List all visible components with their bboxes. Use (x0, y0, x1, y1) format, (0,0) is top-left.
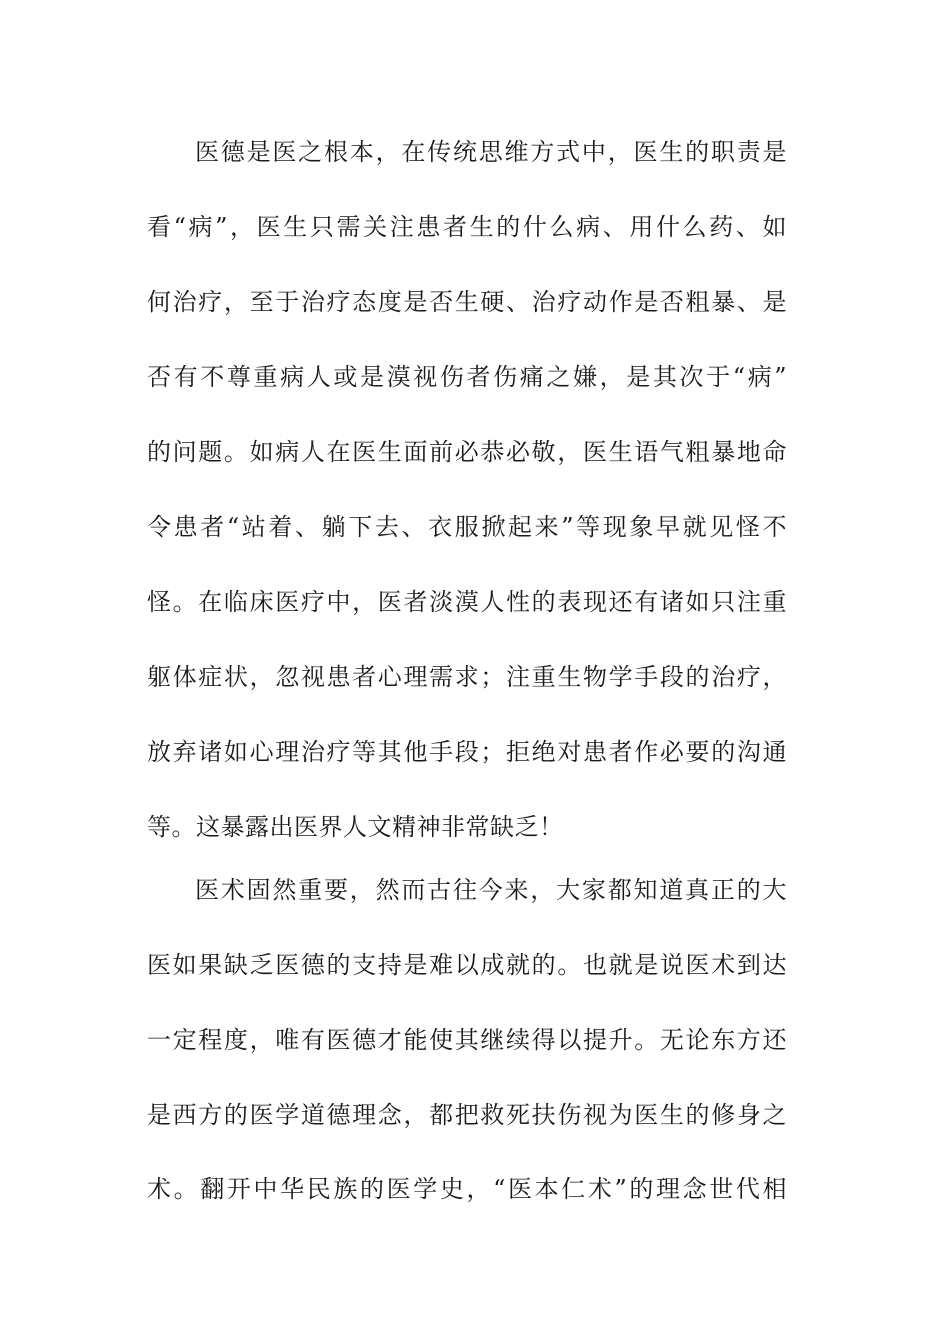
paragraph-1-line-10: 等。这暴露出医界人文精神非常缺乏！ (147, 813, 564, 841)
paragraph-1-line-4: 否有不尊重病人或是漠视伤者伤痛之嫌，是其次于“病” (147, 363, 787, 391)
paragraph-2-line-2: 医如果缺乏医德的支持是难以成就的。也就是说医术到达 (147, 951, 787, 979)
paragraph-2-line-3: 一定程度，唯有医德才能使其继续得以提升。无论东方还 (147, 1026, 787, 1054)
paragraph-1-line-3: 何治疗，至于治疗态度是否生硬、治疗动作是否粗暴、是 (147, 288, 787, 316)
paragraph-2-line-1: 医术固然重要，然而古往今来，大家都知道真正的大 (195, 876, 787, 904)
paragraph-1-line-9: 放弃诸如心理治疗等其他手段；拒绝对患者作必要的沟通 (147, 738, 787, 766)
paragraph-1-line-2: 看“病”，医生只需关注患者生的什么病、用什么药、如 (147, 213, 787, 241)
paragraph-2-line-4: 是西方的医学道德理念，都把救死扶伤视为医生的修身之 (147, 1101, 787, 1129)
paragraph-1-line-6: 令患者“站着、躺下去、衣服掀起来”等现象早就见怪不 (147, 513, 787, 541)
paragraph-1-line-7: 怪。在临床医疗中，医者淡漠人性的表现还有诸如只注重 (147, 588, 787, 616)
paragraph-1-line-5: 的问题。如病人在医生面前必恭必敬，医生语气粗暴地命 (147, 438, 787, 466)
paragraph-1-line-1: 医德是医之根本，在传统思维方式中，医生的职责是 (195, 138, 787, 166)
paragraph-2-line-5: 术。翻开中华民族的医学史，“医本仁术”的理念世代相 (147, 1175, 787, 1203)
paragraph-1-line-8: 躯体症状，忽视患者心理需求；注重生物学手段的治疗， (147, 663, 787, 691)
